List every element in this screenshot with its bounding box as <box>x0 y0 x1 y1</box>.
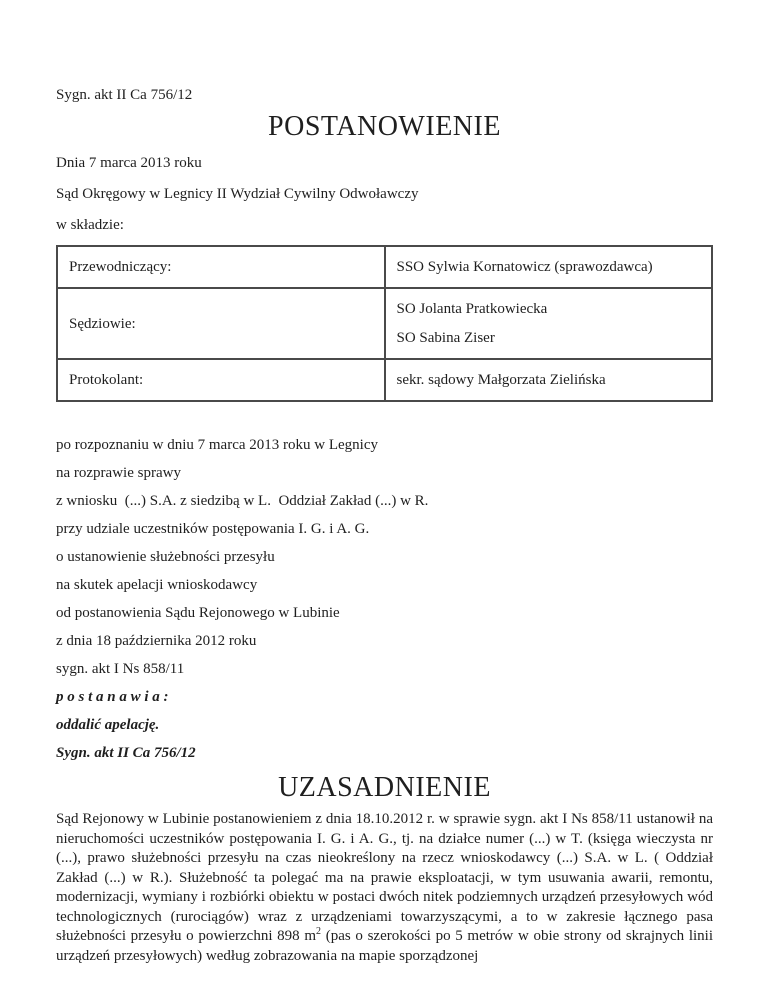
judge-name: SO Sabina Ziser <box>396 330 495 346</box>
name-cell <box>385 359 713 401</box>
decision-date: Dnia 7 marca 2013 roku <box>56 155 202 171</box>
justification-text-part2: (pas o szerokości po 5 metrów w obie strony od skrajnych linii urządzeń przesyłowych) według zobrazowania na mapie sporządzonej <box>56 928 714 964</box>
recital-line: na skutek apelacji wnioskodawcy <box>56 577 258 593</box>
role-cell <box>57 246 385 288</box>
name-cell <box>385 288 713 359</box>
justification-paragraph <box>56 810 713 966</box>
square-meter-superscript: 2 <box>316 926 322 937</box>
role-label: Protokolant: <box>69 372 144 388</box>
panel-table <box>56 245 713 402</box>
recital-line: od postanowienia Sądu Rejonowego w Lubinie <box>56 605 340 621</box>
recitals <box>56 435 713 763</box>
ruling-text: oddalić apelację. <box>56 717 160 733</box>
decision-title: POSTANOWIENIE <box>268 111 501 142</box>
role-cell <box>57 359 385 401</box>
judge-name: SSO Sylwia Kornatowicz (sprawozdawca) <box>396 259 653 275</box>
panel-intro: w składzie: <box>56 217 124 233</box>
ruling-intro: p o s t a n a w i a : <box>56 689 169 705</box>
name-cell <box>385 246 713 288</box>
case-reference-top: Sygn. akt II Ca 756/12 <box>56 87 193 103</box>
justification-title: UZASADNIENIE <box>278 772 491 803</box>
recital-line: z wniosku (...) S.A. z siedzibą w L. Oddział Zakład (...) w R. <box>56 493 429 509</box>
recital-line: po rozpoznaniu w dniu 7 marca 2013 roku w Legnicy <box>56 437 378 453</box>
role-cell <box>57 288 385 359</box>
recital-line: sygn. akt I Ns 858/11 <box>56 661 185 677</box>
role-label: Przewodniczący: <box>69 259 172 275</box>
judge-name: SO Jolanta Pratkowiecka <box>396 301 548 317</box>
justification-text-part1: Sąd Rejonowy w Lubinie postanowieniem z dnia 18.10.2012 r. w sprawie sygn. akt I Ns 858/11 ustanowił na nieruchomości uczestników postępowania I. G. i A. G., tj. na działce numer (...) w T. (księga wieczysta nr (...), prawo służebności przesyłu na czas nieokreślony na rzecz wnioskodawcy (...) S.A. w L. ( Oddział Zakład (...) w R.). Służebność ta polegać ma na prawie eksploatacji, w tym usuwania awarii, remontu, modernizacji, wymiany i rozbiórki obiektu w postaci dwóch nitek podziemnych urządzeń przesyłowych wód technologicznych (rurociągów) wraz z urządzeniami towarzyszącymi, a to w zakresie łącznego pasa służebności przesyłu o powierzchni 898 m <box>56 811 713 944</box>
table-row-presiding <box>57 246 712 288</box>
table-row-clerk <box>57 359 712 401</box>
recital-line: o ustanowienie służebności przesyłu <box>56 549 275 565</box>
recital-line: na rozprawie sprawy <box>56 465 181 481</box>
recital-line: z dnia 18 października 2012 roku <box>56 633 257 649</box>
table-row-judges <box>57 288 712 359</box>
clerk-name: sekr. sądowy Małgorzata Zielińska <box>396 372 606 388</box>
recital-line: przy udziale uczestników postępowania I. G. i A. G. <box>56 521 370 537</box>
role-label: Sędziowie: <box>69 315 136 332</box>
case-reference-bottom: Sygn. akt II Ca 756/12 <box>56 745 196 761</box>
court-name: Sąd Okręgowy w Legnicy II Wydział Cywilny Odwoławczy <box>56 186 419 202</box>
